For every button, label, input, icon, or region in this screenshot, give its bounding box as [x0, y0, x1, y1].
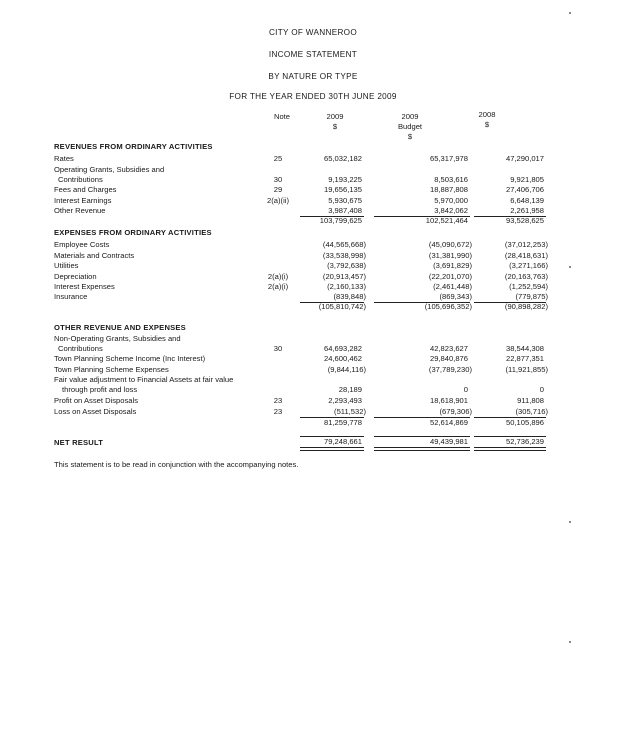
row-label: Other Revenue: [54, 206, 106, 215]
row-budget: (679,306): [439, 407, 472, 416]
row-budget: (3,691,829): [433, 261, 472, 270]
scan-speck: [569, 521, 571, 523]
row-2008: (20,163,763): [504, 272, 548, 281]
row-2009: (9,844,116): [327, 365, 366, 374]
col-budget-header: Budget: [397, 122, 423, 131]
row-2009: 19,656,135: [323, 185, 362, 194]
row-label: Rates: [54, 154, 74, 163]
row-2008: (1,252,594): [509, 282, 548, 291]
row-2009: (839,848): [333, 292, 366, 301]
col-2009-unit: $: [332, 122, 338, 131]
row-label: Operating Grants, Subsidies and: [54, 165, 165, 174]
row-2008: (779,875): [515, 292, 548, 301]
row-note: 2(a)(i): [267, 272, 289, 281]
row-label: through profit and loss: [62, 385, 138, 394]
row-budget: (869,343): [439, 292, 472, 301]
row-budget: (31,381,990): [428, 251, 472, 260]
scan-speck: [569, 12, 571, 14]
net-result-label: NET RESULT: [54, 438, 104, 447]
row-note: 23: [273, 407, 283, 416]
revenues-section-title: REVENUES FROM ORDINARY ACTIVITIES: [54, 142, 213, 151]
row-budget: 18,618,901: [429, 396, 468, 405]
revenues-total-2008: 93,528,625: [505, 216, 544, 225]
col-2008-header: 2008: [478, 110, 496, 119]
row-label: Town Planning Scheme Income (Inc Interest): [54, 354, 206, 363]
col-budget-unit: $: [407, 132, 413, 141]
revenues-total-budget: 102,521,464: [425, 216, 468, 225]
period-title: FOR THE YEAR ENDED 30TH JUNE 2009: [229, 92, 397, 101]
statement-title: INCOME STATEMENT: [268, 50, 358, 59]
revenues-total-2009: 103,799,625: [319, 216, 362, 225]
entity-name: CITY OF WANNEROO: [268, 28, 358, 37]
scan-speck: [569, 266, 571, 268]
row-2008: 2,261,958: [510, 206, 544, 215]
row-note: 29: [273, 185, 283, 194]
row-budget: 18,887,808: [429, 185, 468, 194]
row-label: Fees and Charges: [54, 185, 117, 194]
row-note: 30: [273, 344, 283, 353]
row-label: Contributions: [58, 344, 103, 353]
row-2009: 9,193,225: [328, 175, 362, 184]
row-2008: 9,921,805: [510, 175, 544, 184]
row-label: Profit on Asset Disposals: [54, 396, 138, 405]
row-note: 2(a)(i): [267, 282, 289, 291]
row-label: Insurance: [54, 292, 88, 301]
col-budget-year: 2009: [401, 112, 419, 121]
row-budget: (2,461,448): [433, 282, 472, 291]
row-2008: 38,544,308: [505, 344, 544, 353]
row-2009: (20,913,457): [322, 272, 366, 281]
net-double-rule: [300, 447, 364, 451]
row-2009: 5,930,675: [328, 196, 362, 205]
net-double-rule: [474, 447, 546, 451]
other-total-2009: 81,259,778: [323, 418, 362, 427]
footnote: This statement is to be read in conjunction with the accompanying notes.: [54, 460, 299, 469]
row-budget: (22,201,070): [428, 272, 472, 281]
row-label: Interest Expenses: [54, 282, 115, 291]
expenses-total-2008: (90,898,282): [504, 302, 548, 311]
expenses-total-2009: (105,810,742): [318, 302, 366, 311]
row-label: Interest Earnings: [54, 196, 112, 205]
row-note: 25: [273, 154, 283, 163]
row-budget: (45,090,672): [428, 240, 472, 249]
net-double-rule: [374, 447, 470, 451]
row-2008: 47,290,017: [505, 154, 544, 163]
row-budget: 8,503,616: [434, 175, 468, 184]
row-2009: (3,792,638): [327, 261, 366, 270]
row-budget: 5,970,000: [434, 196, 468, 205]
row-2008: (28,418,631): [504, 251, 548, 260]
other-section-title: OTHER REVENUE AND EXPENSES: [54, 323, 186, 332]
row-2008: 6,648,139: [510, 196, 544, 205]
other-total-2008: 50,105,896: [505, 418, 544, 427]
note-col-header: Note: [273, 112, 291, 121]
col-2009-header: 2009: [326, 112, 344, 121]
col-2008-unit: $: [484, 120, 490, 129]
row-label: Employee Costs: [54, 240, 110, 249]
expenses-total-budget: (105,696,352): [424, 302, 472, 311]
row-label: Town Planning Scheme Expenses: [54, 365, 169, 374]
row-budget: 42,823,627: [429, 344, 468, 353]
row-note: 2(a)(ii): [267, 196, 289, 205]
row-budget: (37,789,230): [428, 365, 472, 374]
other-total-budget: 52,614,869: [429, 418, 468, 427]
row-label: Fair value adjustment to Financial Assets at fair value: [54, 375, 234, 384]
row-2009: 3,987,408: [328, 206, 362, 215]
row-budget: 3,842,062: [434, 206, 468, 215]
scan-speck: [569, 641, 571, 643]
net-result-2009: 79,248,661: [323, 437, 362, 446]
row-2009: (2,160,133): [327, 282, 366, 291]
row-note: 30: [273, 175, 283, 184]
row-budget: 0: [463, 385, 468, 394]
row-2009: 28,189: [338, 385, 362, 394]
row-2009: 2,293,493: [328, 396, 362, 405]
net-result-2008: 52,736,239: [505, 437, 544, 446]
row-2008: 911,808: [517, 396, 544, 405]
row-2008: 0: [539, 385, 544, 394]
row-2008: (305,716): [515, 407, 548, 416]
row-label: Materials and Contracts: [54, 251, 135, 260]
row-budget: 65,317,978: [429, 154, 468, 163]
row-2009: 65,032,182: [323, 154, 362, 163]
row-2009: (33,538,998): [322, 251, 366, 260]
row-label: Depreciation: [54, 272, 97, 281]
statement-subtitle: BY NATURE OR TYPE: [268, 72, 358, 81]
row-2009: 64,693,282: [323, 344, 362, 353]
row-label: Utilities: [54, 261, 79, 270]
row-2008: (37,012,253): [504, 240, 548, 249]
row-label: Non-Operating Grants, Subsidies and: [54, 334, 181, 343]
row-2009: 24,600,462: [323, 354, 362, 363]
row-2008: 22,877,351: [505, 354, 544, 363]
row-label: Loss on Asset Disposals: [54, 407, 137, 416]
row-2009: (511,532): [334, 407, 366, 416]
expenses-section-title: EXPENSES FROM ORDINARY ACTIVITIES: [54, 228, 212, 237]
row-label: Contributions: [58, 175, 103, 184]
row-budget: 29,840,876: [429, 354, 468, 363]
row-2008: (11,921,855): [505, 365, 548, 374]
row-2008: 27,406,706: [505, 185, 544, 194]
row-2009: (44,565,668): [322, 240, 366, 249]
row-note: 23: [273, 396, 283, 405]
row-2008: (3,271,166): [509, 261, 548, 270]
net-result-budget: 49,439,981: [429, 437, 468, 446]
